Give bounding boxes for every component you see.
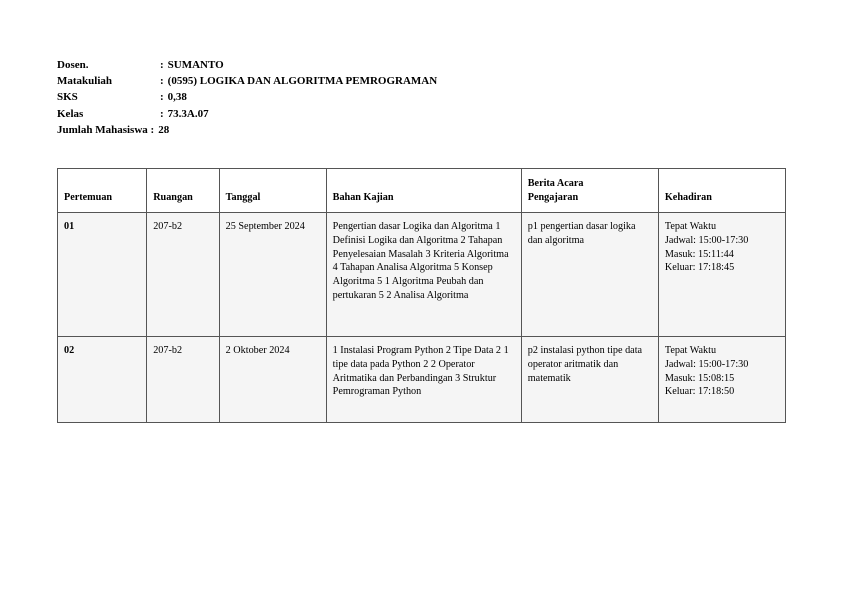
sks-label: SKS [57,91,78,104]
info-row-jumlah [57,122,437,138]
header-kehadiran: Kehadiran [658,169,785,213]
kelas-value: 73.3A.07 [167,107,209,120]
attendance-in: Masuk: 15:11:44 [664,248,734,260]
table-header-row [58,169,786,213]
attendance-status: Tepat Waktu [664,345,717,356]
info-row-dosen [57,57,437,73]
cell-tanggal: 2 Oktober 2024 [219,337,326,423]
cell-kehadiran [658,213,785,337]
attendance-schedule: Jadwal: 15:00-17:30 [664,234,749,246]
matakuliah-value: (0595) LOGIKA DAN ALGORITMA PEMROGRAMAN [167,75,438,88]
header-tanggal: Tanggal [219,169,326,213]
attendance-table [57,168,786,423]
separator: : [147,123,155,136]
header-ruangan: Ruangan [147,169,219,213]
header-berita-acara [521,169,658,213]
kelas-label: Kelas [57,107,84,120]
info-row-matakuliah [57,73,437,89]
header-pertemuan: Pertemuan [58,169,147,213]
separator: : [160,59,164,71]
info-row-sks [57,89,437,105]
cell-bahan-kajian: 1 Instalasi Program Python 2 Tipe Data 2 1 tipe data pada Python 2 2 Operator Aritmatika dan Perbandingan 3 Struktur Pemrograman Python [326,337,521,423]
jumlah-label: Jumlah Mahasiswa [57,123,148,136]
matakuliah-label: Matakuliah [57,75,113,88]
separator: : [160,91,164,104]
course-info [57,57,437,138]
attendance-status: Tepat Waktu [664,221,717,232]
attendance-in: Masuk: 15:08:15 [664,372,735,384]
table-row [58,337,786,423]
dosen-label: Dosen. [57,59,89,71]
separator: : [160,75,164,88]
cell-ruangan: 207-b2 [147,337,219,423]
dosen-value: SUMANTO [167,59,224,71]
cell-berita-acara: p1 pengertian dasar logika dan algoritma [521,213,658,337]
cell-kehadiran [658,337,785,423]
jumlah-value: 28 [158,123,170,136]
sks-value: 0,38 [167,91,187,104]
cell-berita-acara: p2 instalasi python tipe data operator aritmatik dan matematik [521,337,658,423]
attendance-out: Keluar: 17:18:50 [664,386,735,398]
info-row-kelas [57,106,437,122]
header-berita-line1: Berita Acara [527,178,584,190]
cell-pertemuan: 02 [58,337,147,423]
separator: : [160,107,164,120]
attendance-out: Keluar: 17:18:45 [664,262,735,274]
header-berita-line2: Pengajaran [527,192,579,204]
attendance-schedule: Jadwal: 15:00-17:30 [664,358,749,370]
cell-bahan-kajian: Pengertian dasar Logika dan Algoritma 1 Definisi Logika dan Algoritma 2 Tahapan Penyelesaian Masalah 3 Kriteria Algoritma 4 Tahapan Analisa Algoritma 5 Konsep Algoritma 5 1 Algoritma Peubah dan pertukaran 5 2 Analisa Algoritma [326,213,521,337]
cell-tanggal: 25 September 2024 [219,213,326,337]
table-row [58,213,786,337]
cell-ruangan: 207-b2 [147,213,219,337]
cell-pertemuan: 01 [58,213,147,337]
header-bahan-kajian: Bahan Kajian [326,169,521,213]
